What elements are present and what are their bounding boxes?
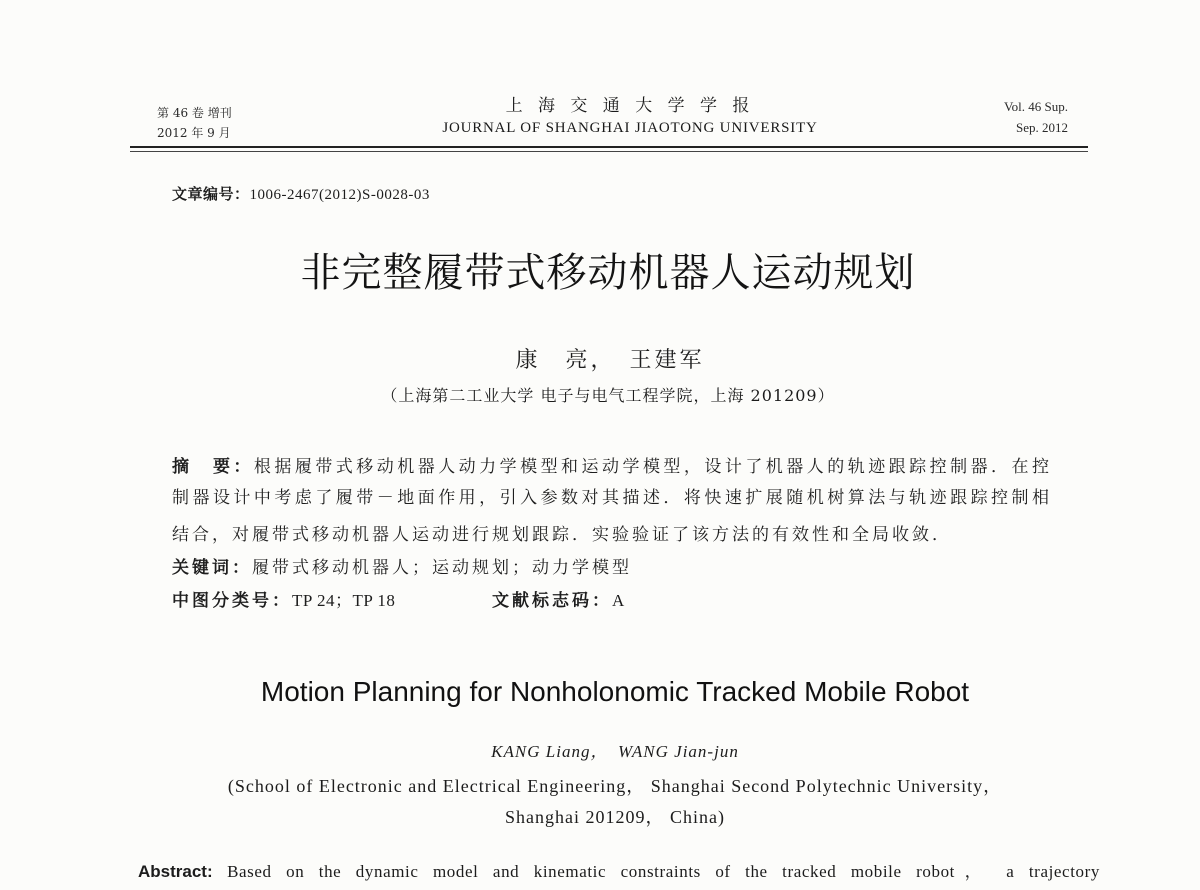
keywords-cn (172, 556, 1052, 580)
issue-volume: 第 46 卷 增刊 (157, 106, 232, 120)
journal-name-en: JOURNAL OF SHANGHAI JIAOTONG UNIVERSITY (442, 120, 818, 136)
abstract-cn-text-2: 制器设计中考虑了履带－地面作用，引入参数对其描述．将快速扩展随机树算法与轨迹跟踪控制相 (172, 488, 1052, 508)
authors-cn: 康 亮， 王建军 (515, 348, 705, 373)
header-rule-thin (130, 151, 1088, 152)
header-rule-thick (130, 146, 1088, 148)
issue-info (157, 103, 232, 143)
article-number (172, 183, 430, 206)
article-number-value: 1006-2467(2012)S-0028-03 (249, 187, 430, 203)
abstract-en (138, 861, 1100, 883)
journal-name (380, 94, 880, 138)
article-number-label: 文章编号： (172, 185, 250, 203)
journal-name-cn: 上 海 交 通 大 学 学 报 (505, 96, 755, 116)
abstract-en-label: Abstract: (138, 862, 213, 881)
abstract-cn-text-1: 根据履带式移动机器人动力学模型和运动学模型，设计了机器人的轨迹跟踪控制器．在控 (253, 457, 1052, 477)
paper-title-en: Motion Planning for Nonholonomic Tracked Mobile Robot (260, 676, 970, 707)
volume-number: Vol. 46 Sup. (1003, 99, 1068, 114)
abstract-cn-label: 摘 要： (172, 457, 254, 477)
classification-label: 中图分类号： (172, 591, 292, 611)
abstract-cn-line-2 (172, 486, 1052, 510)
keywords-cn-label: 关键词： (172, 558, 252, 578)
paper-title-cn: 非完整履带式移动机器人运动规划 (300, 250, 916, 296)
authors-en: KANG Liang， WANG Jian-jun (491, 742, 739, 761)
document-code-value: A (612, 591, 625, 610)
abstract-cn-text-3: 结合，对履带式移动机器人运动进行规划跟踪．实验验证了该方法的有效性和全局收敛． (172, 525, 952, 545)
document-code-label: 文献标志码： (492, 591, 612, 611)
abstract-cn-line-1 (172, 455, 1052, 479)
document-code (492, 589, 625, 613)
affiliation-cn: （上海第二工业大学 电子与电气工程学院，上海 201209） (381, 386, 835, 405)
affiliation-en-line-1: (School of Electronic and Electrical Engineering， Shanghai Second Polytechnic University， (227, 776, 1003, 796)
volume-info (1004, 96, 1068, 138)
volume-date: Sep. 2012 (1016, 120, 1068, 135)
affiliation-en-line-2: Shanghai 201209， China) (505, 807, 725, 827)
keywords-cn-value: 履带式移动机器人；运动规划；动力学模型 (252, 558, 632, 578)
classification-value: TP 24；TP 18 (292, 591, 396, 610)
issue-date: 2012 年 9 月 (157, 126, 231, 140)
abstract-cn-line-3 (172, 523, 1052, 547)
abstract-en-text: Based on the dynamic model and kinematic constraints of the tracked mobile robot， a trajectory (227, 862, 1100, 881)
